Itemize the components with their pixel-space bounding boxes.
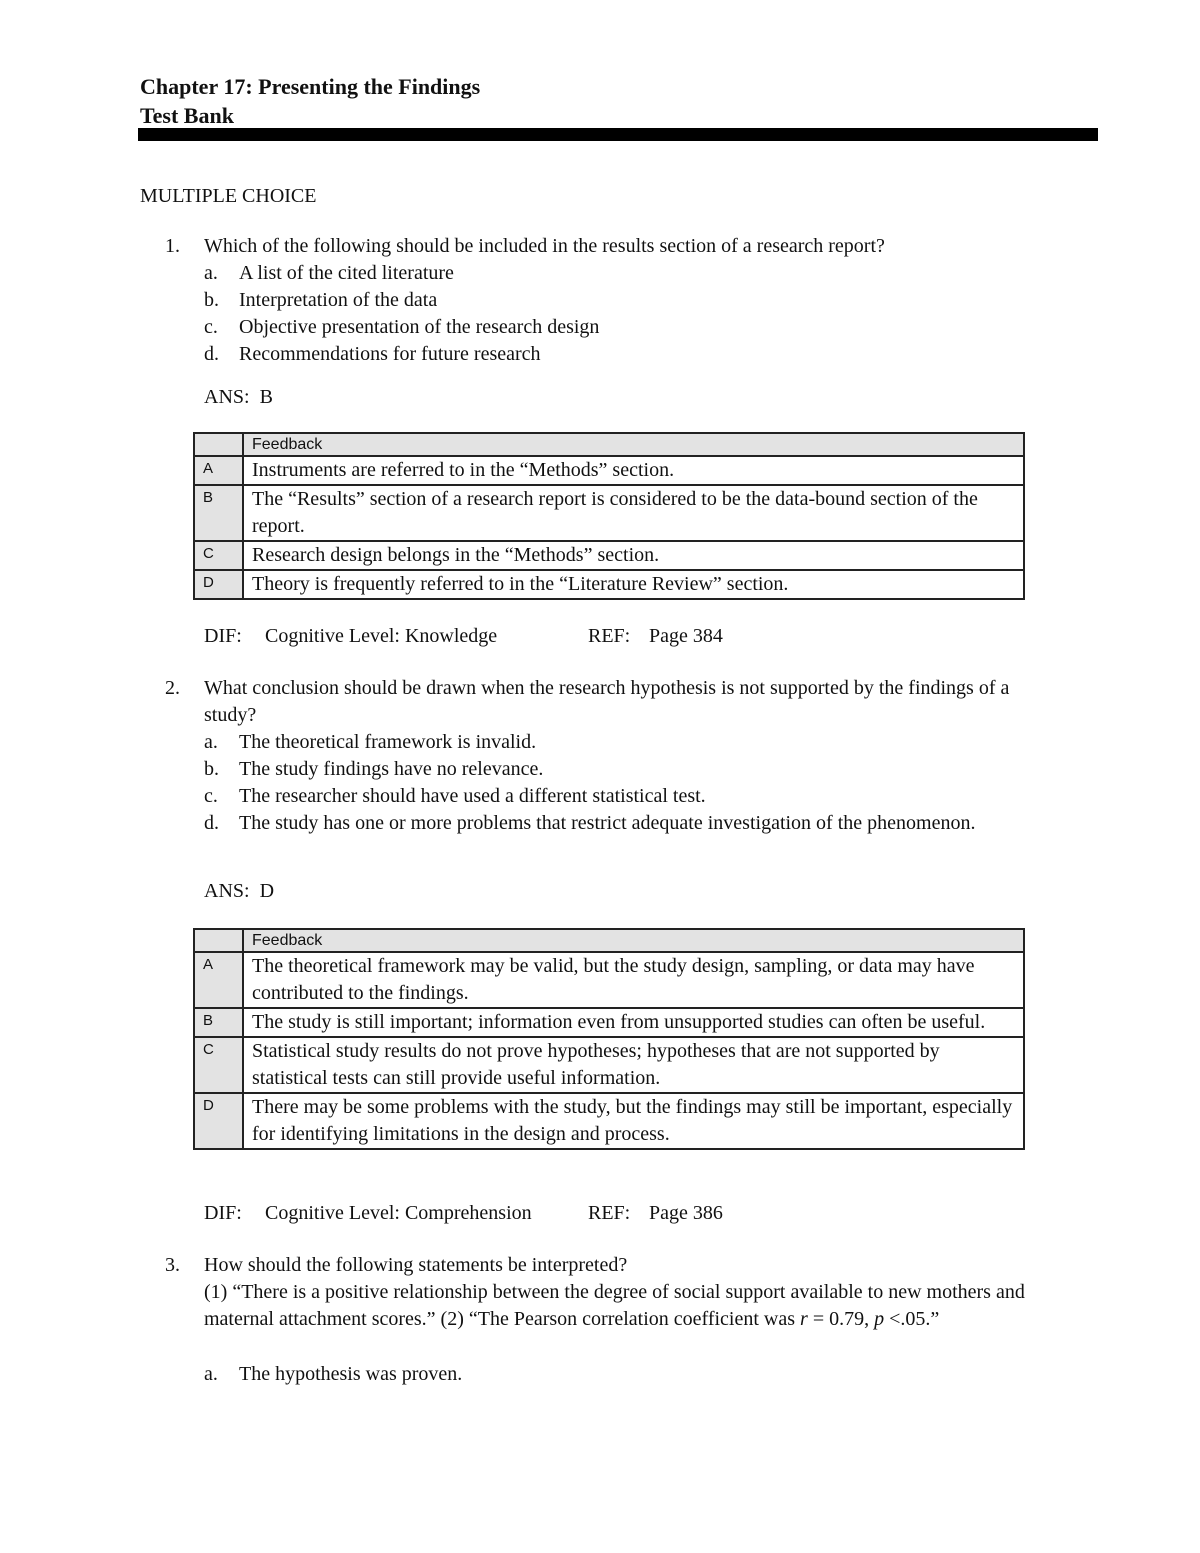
document-title (140, 72, 480, 130)
option-text: Recommendations for future research (239, 343, 541, 365)
feedback-row (194, 456, 1024, 485)
statement-part: (1) “There is a positive relationship between the degree of social support available to new mothers and maternal attachment scores.” (2) “The Pearson correlation coefficient was (204, 1281, 1025, 1330)
feedback-key: B (194, 485, 243, 541)
question-number: 2. (165, 677, 180, 699)
option-text: A list of the cited literature (239, 262, 454, 284)
question-number: 1. (165, 235, 180, 257)
feedback-key: C (194, 1037, 243, 1093)
header-rule (138, 128, 1098, 141)
feedback-key: D (194, 570, 243, 599)
option-letter: a. (204, 1363, 218, 1385)
option-letter: c. (204, 316, 218, 338)
feedback-row (194, 1008, 1024, 1037)
option-letter: b. (204, 289, 219, 311)
option-letter: b. (204, 758, 219, 780)
feedback-header-row (194, 433, 1024, 456)
variable-r: r (800, 1308, 808, 1330)
option-text: The theoretical framework is invalid. (239, 731, 537, 753)
question-text: What conclusion should be drawn when the research hypothesis is not supported by the findings of a study? (204, 677, 1010, 726)
chapter-title: Chapter 17: Presenting the Findings (140, 74, 481, 99)
feedback-text: Statistical study results do not prove hypotheses; hypotheses that are not supported by statistical tests can still provide useful information. (243, 1037, 1024, 1093)
ref-value: Page 384 (649, 625, 723, 647)
option-text: The hypothesis was proven. (239, 1363, 463, 1385)
ref-label: REF: (588, 625, 631, 647)
option-text: The study has one or more problems that restrict adequate investigation of the phenomenon. (239, 812, 976, 834)
dif-value: Cognitive Level: Knowledge (265, 625, 498, 647)
statement-part: <.05.” (884, 1308, 940, 1330)
feedback-text: Theory is frequently referred to in the “Literature Review” section. (243, 570, 1024, 599)
option-letter: a. (204, 731, 218, 753)
question-metadata (204, 1200, 723, 1226)
statement-part: = 0.79, (807, 1308, 875, 1330)
dif-value: Cognitive Level: Comprehension (265, 1202, 532, 1224)
feedback-row (194, 1037, 1024, 1093)
feedback-key: D (194, 1093, 243, 1149)
feedback-text: The theoretical framework may be valid, but the study design, sampling, or data may have contributed to the findings. (243, 952, 1024, 1008)
feedback-row (194, 570, 1024, 599)
answer-key: ANS: B (204, 386, 273, 408)
question-text (204, 1252, 1064, 1333)
answer-key: ANS: D (204, 880, 275, 902)
option-text: Objective presentation of the research design (239, 316, 600, 338)
feedback-text: The “Results” section of a research report is considered to be the data-bound section of the report. (243, 485, 1024, 541)
ref-label: REF: (588, 1202, 631, 1224)
dif-label: DIF: (204, 625, 242, 647)
feedback-header-row (194, 929, 1024, 952)
section-heading: MULTIPLE CHOICE (140, 185, 317, 207)
dif-label: DIF: (204, 1202, 242, 1224)
feedback-row (194, 485, 1024, 541)
option-letter: d. (204, 343, 219, 365)
variable-p: p (874, 1308, 885, 1330)
feedback-table (193, 432, 1025, 600)
test-bank-subtitle: Test Bank (140, 103, 234, 128)
option-text: The researcher should have used a different statistical test. (239, 785, 706, 807)
option-letter: c. (204, 785, 218, 807)
feedback-header: Feedback (243, 433, 1024, 456)
feedback-key: A (194, 456, 243, 485)
option-text: The study findings have no relevance. (239, 758, 544, 780)
question-text-line: How should the following statements be interpreted? (204, 1254, 628, 1276)
feedback-text: Research design belongs in the “Methods” section. (243, 541, 1024, 570)
feedback-key: C (194, 541, 243, 570)
question-statements (204, 1279, 1064, 1333)
option-text: Interpretation of the data (239, 289, 438, 311)
feedback-header: Feedback (243, 929, 1024, 952)
feedback-table (193, 928, 1025, 1150)
feedback-row (194, 952, 1024, 1008)
option-letter: d. (204, 812, 219, 834)
feedback-row (194, 1093, 1024, 1149)
option-letter: a. (204, 262, 218, 284)
feedback-key-cell (194, 929, 243, 952)
question-text: Which of the following should be included in the results section of a research report? (204, 235, 885, 257)
feedback-key-cell (194, 433, 243, 456)
feedback-key: B (194, 1008, 243, 1037)
feedback-text: The study is still important; information even from unsupported studies can often be useful. (243, 1008, 1024, 1037)
question-number: 3. (165, 1254, 180, 1276)
feedback-text: There may be some problems with the study, but the findings may still be important, especially for identifying limitations in the design and process. (243, 1093, 1024, 1149)
ref-value: Page 386 (649, 1202, 723, 1224)
feedback-row (194, 541, 1024, 570)
feedback-text: Instruments are referred to in the “Methods” section. (243, 456, 1024, 485)
feedback-key: A (194, 952, 243, 1008)
question-metadata (204, 623, 723, 649)
